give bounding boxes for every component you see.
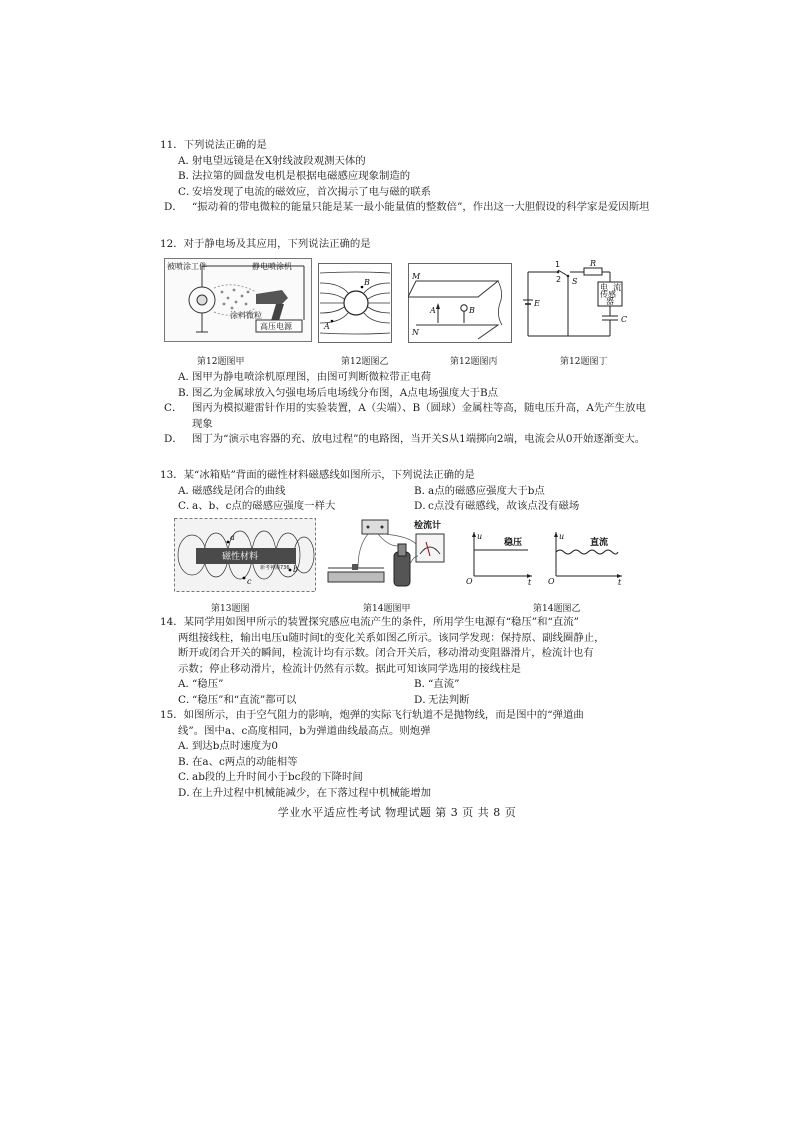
galvanometer-label: 检流计 (414, 521, 442, 531)
question-11-stem: 11．下列说法正确的是 (160, 139, 267, 151)
graph-1-origin-label: O (466, 577, 473, 586)
point-b-label: b (293, 565, 299, 574)
figure-12-jia (164, 258, 312, 342)
question-14-stem-line-3: 断开或闭合开关的瞬间，检流计均有示数。闭合开关后，移动滑动变阻器滑片，检流计也有 (178, 647, 594, 659)
question-14-option-a: A．“稳压” (178, 678, 224, 690)
question-14-stem-line-2: 两组接线柱，输出电压u随时间t的变化关系如图乙所示。该同学发现：保持原、副线圈静止， (178, 631, 605, 644)
question-14-stem-line-4: 示数；停止移动滑片，检流计仍然有示数。据此可知该同学选用的接线柱是 (178, 662, 521, 675)
material-label: 磁性材料 (222, 552, 259, 562)
point-b-label: B (364, 278, 370, 287)
caption-12-bing: 第12题图丙 (450, 357, 498, 367)
question-12-option-d: D． 图丁为“演示电容器的充、放电过程”的电路图，当开关S从1端掷向2端，电流会从0开始逐渐变大。 (164, 433, 646, 445)
sensor-label-2: 流 (613, 283, 621, 292)
page-footer: 学业水平适应性考试 物理试题 第 3 页 共 8 页 (277, 806, 517, 819)
caption-12-ding: 第12题图丁 (560, 357, 608, 367)
figure-12-bing (408, 263, 512, 343)
question-12-option-c: C． 图丙为模拟避雷针作用的实验装置，A（尖端）、B（圆球）金属柱等高，随电压升高，A先产生放电现象 (164, 402, 646, 430)
ball-b-label: B (469, 306, 475, 315)
pin-a-label: A (430, 306, 436, 315)
question-12-option-a: A．图甲为静电喷涂机原理图，由图可判断微粒带正电荷 (178, 371, 431, 383)
question-14 (160, 615, 650, 708)
sensor-label-3: 传感 (600, 290, 616, 299)
switch-s-label: S (572, 277, 578, 286)
figure-14-yi-graph-1 (464, 530, 534, 586)
caption-14-jia: 第14题图甲 (363, 604, 411, 614)
capacitor-c-label: C (621, 315, 628, 324)
question-15-stem-line-2: 线”。图中a、c高度相同，b为弹道曲线最高点。则炮弹 (178, 724, 431, 737)
caption-12-jia: 第12题图甲 (197, 357, 245, 367)
label-power: 高压电源 (260, 322, 292, 331)
graph-1-t-label: t (528, 578, 532, 586)
question-15-option-d: D．在上升过程中机械能减少，在下落过程中机械能增加 (178, 786, 431, 799)
watermark-label: 新考神墙736 (260, 565, 290, 571)
figure-12-ding (520, 258, 638, 342)
question-13-stem: 13．某“冰箱贴”背面的磁性材料磁感线如图所示，下列说法正确的是 (160, 469, 475, 481)
plate-m-label: M (412, 272, 421, 281)
question-12-options (160, 370, 650, 448)
question-14-option-d: D．无法判断 (414, 693, 470, 706)
question-13-option-b: B．a点的磁感应强度大于b点 (414, 484, 545, 497)
label-particle: 涂料微粒 (230, 311, 262, 320)
graph-1-u-label: u (477, 532, 483, 541)
plate-n-label: N (412, 328, 419, 337)
question-13 (160, 468, 650, 515)
question-15 (160, 708, 650, 801)
figure-12-yi (318, 263, 392, 343)
question-15-option-a: A．到达b点时速度为0 (178, 740, 278, 752)
question-14-option-c: C．“稳压”和“直流”都可以 (178, 693, 297, 706)
question-11-option-b: B．法拉第的圆盘发电机是根据电磁感应现象制造的 (178, 170, 411, 182)
caption-12-yi: 第12题图乙 (341, 357, 389, 367)
graph-2-label: 直流 (590, 538, 609, 548)
question-14-option-b: B．“直流” (414, 678, 460, 690)
question-13-option-a: A．磁感线是闭合的曲线 (178, 484, 286, 497)
sensor-label-1: 电 (600, 283, 608, 292)
label-gun: 静电喷涂机 (252, 262, 292, 271)
caption-14-yi: 第14题图乙 (533, 604, 581, 614)
question-13-option-d: D．c点没有磁感线，故该点没有磁场 (414, 500, 580, 512)
question-11 (160, 138, 650, 216)
figure-14-jia (318, 516, 460, 594)
question-15-stem-line-1: 15．如图所示，由于空气阻力的影响，炮弹的实际飞行轨道不是抛物线，而是图中的“弹道曲 (160, 709, 584, 721)
question-12 (160, 237, 650, 253)
question-11-option-c: C．安培发现了电流的磁效应，首次揭示了电与磁的联系 (178, 185, 431, 198)
figure-13 (174, 518, 316, 592)
question-15-option-c: C．ab段的上升时间小于bc段的下降时间 (178, 771, 363, 783)
terminal-2-label: 2 (556, 275, 562, 284)
point-a-label: A (324, 322, 330, 331)
question-11-option-a: A．射电望远镜是在X射线波段观测天体的 (178, 154, 366, 167)
graph-2-t-label: t (618, 578, 622, 586)
question-12-stem: 12．对于静电场及其应用，下列说法正确的是 (160, 238, 371, 250)
terminal-1-label: 1 (555, 260, 561, 269)
question-11-option-d: D． “振动着的带电微粒的能量只能是某一最小能量值的整数倍”，作出这一大胆假设的科学家是爱因斯坦 (164, 201, 650, 213)
question-13-option-c: C．a、b、c点的磁感应强度一样大 (178, 500, 336, 512)
question-15-option-b: B．在a、c两点的动能相等 (178, 755, 298, 768)
resistor-r-label: R (590, 259, 597, 268)
point-c-label: c (247, 577, 252, 586)
sensor-label-4: 器 (606, 297, 614, 306)
figure-14-yi-graph-2 (546, 530, 624, 586)
caption-13: 第13题图 (211, 604, 250, 614)
point-a-label: a (230, 533, 235, 542)
question-14-stem-line-1: 14．某同学用如图甲所示的装置探究感应电流产生的条件，所用学生电源有“稳压”和“直流” (160, 616, 579, 628)
question-12-option-b: B．图乙为金属球放入匀强电场后电场线分布图，A点电场强度大于B点 (178, 386, 499, 399)
graph-1-label: 稳压 (504, 538, 523, 548)
source-e-label: E (534, 299, 540, 308)
graph-2-origin-label: O (548, 577, 555, 586)
label-target: 被喷涂工件 (167, 262, 207, 271)
graph-2-u-label: u (559, 532, 565, 541)
